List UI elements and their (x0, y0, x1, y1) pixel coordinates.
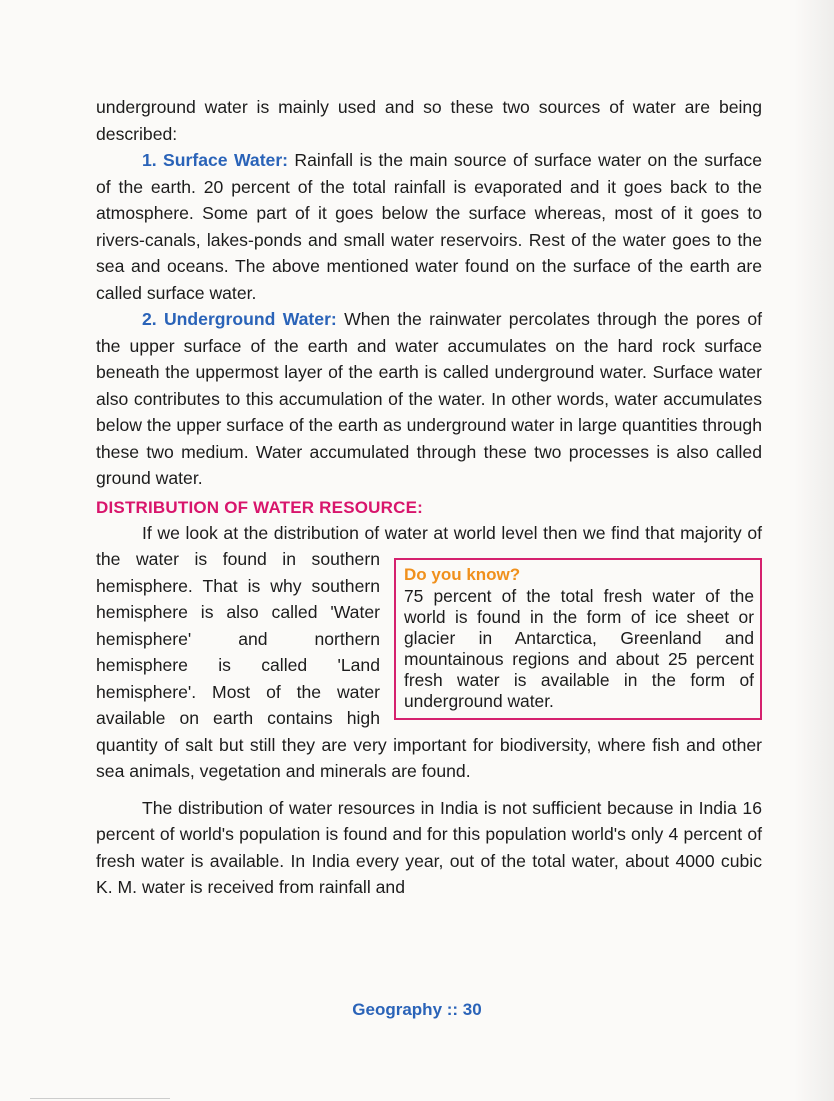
surface-water-paragraph (96, 147, 762, 306)
distribution-section (96, 520, 762, 785)
intro-paragraph: underground water is mainly used and so these two sources of water are being described: (96, 97, 762, 144)
surface-water-text: Rainfall is the main source of surface water on the surface of the earth. 20 percent of the total rainfall is evaporated and it goes back to the atmosphere. Some part of it goes below the surface whereas, most of it goes to rivers-canals, lakes-ponds and small water reservoirs. Rest of the water goes to the sea and oceans. The above mentioned water found on the surface of the earth are called surface water. (96, 150, 762, 303)
page-footer: Geography :: 30 (352, 1000, 482, 1019)
do-you-know-title: Do you know? (404, 564, 521, 584)
page-edge-shadow (794, 0, 834, 1101)
distribution-heading: DISTRIBUTION OF WATER RESOURCE: (96, 497, 423, 517)
divider (30, 1098, 170, 1099)
underground-water-text: When the rainwater percolates through the pores of the upper surface of the earth and water accumulates on the hard rock surface beneath the uppermost layer of the earth is called underground water. Surface water also contributes to this accumulation of the water. In other words, water accumulates below the upper surface of the earth as underground water in large quantities through these two medium. Water accumulated through these two processes is also called ground water. (96, 309, 763, 488)
india-paragraph: The distribution of water resources in India is not sufficient because in India 16 percent of world's population is found and for this population world's only 4 percent of fresh water is available. In India every year, out of the total water, about 4000 cubic K. M. water is received from rainfall and (96, 797, 762, 897)
surface-water-heading: 1. Surface Water: (142, 150, 289, 170)
underground-water-heading: 2. Underground Water: (142, 309, 337, 329)
do-you-know-text: 75 percent of the total fresh water of the world is found in the form of ice sheet or glacier in Antarctica, Greenland and mountainous regions and about 25 percent fresh water is available in the form of underground water. (404, 585, 754, 711)
distribution-paragraph: If we look at the distribution of water at world level then we find that majority of the water is found in southern hemisphere. That is why southern hemisphere is also called 'Water hemisphere' and northern hemisphere is called 'Land hemisphere'. Most of the water available on earth contains high quantity of salt but still they are very important for biodiversity, where fish and other sea animals, vegetation and minerals are found. (96, 522, 762, 781)
underground-water-paragraph (96, 306, 762, 492)
page-body (96, 94, 762, 901)
do-you-know-box (394, 558, 762, 720)
